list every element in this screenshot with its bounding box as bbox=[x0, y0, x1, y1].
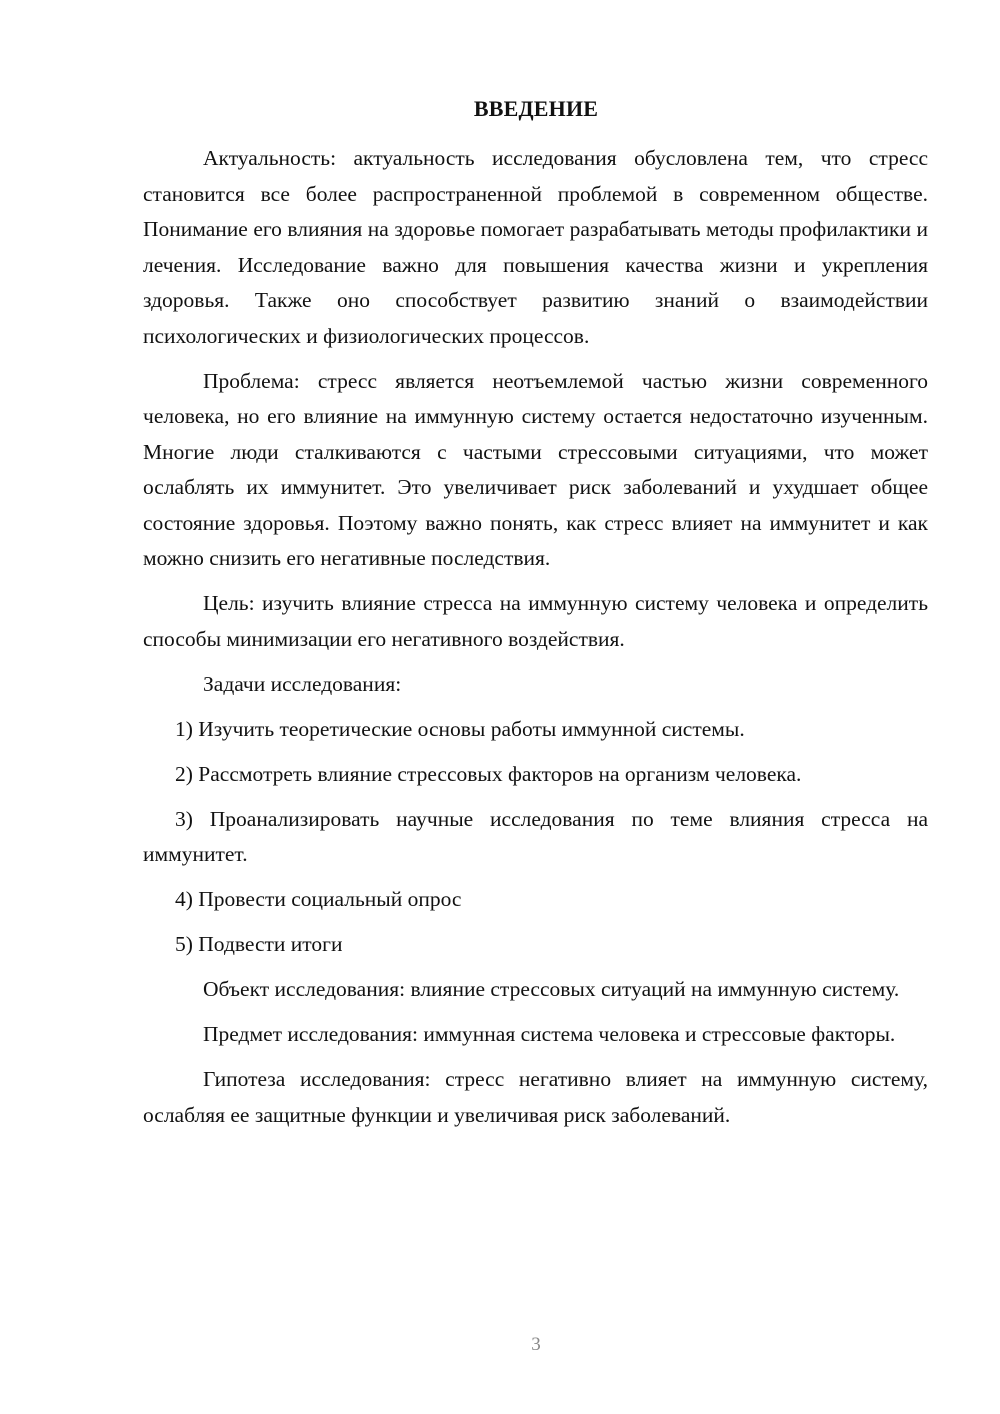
paragraph-relevance: Актуальность: актуальность исследования обусловлена тем, что стресс становится все более распространенной проблемой в современном обществе. Понимание его влияния на здоровье помогает разрабатывать методы профилактики и лечения. Исследование важно для повышения качества жизни и укрепления здоровья. Также оно способствует развитию знаний о взаимодействии психологических и физиологических процессов. bbox=[143, 146, 928, 348]
task-item-5: 5) Подвести итоги bbox=[175, 932, 343, 956]
paragraph-goal: Цель: изучить влияние стресса на иммунную систему человека и определить способы минимизации его негативного воздействия. bbox=[143, 591, 928, 651]
task-item-2: 2) Рассмотреть влияние стрессовых факторов на организм человека. bbox=[175, 761, 802, 786]
document-body bbox=[143, 141, 928, 1143]
task-item-3: 3) Проанализировать научные исследования по теме влияния стресса на иммунитет. bbox=[143, 806, 928, 866]
task-item-1: 1) Изучить теоретические основы работы иммунной системы. bbox=[175, 716, 745, 741]
page-title: ВВЕДЕНИЕ bbox=[473, 96, 599, 121]
paragraph-tasks-heading: Задачи исследования: bbox=[203, 671, 402, 696]
paragraph-problem: Проблема: стресс является неотъемлемой частью жизни современного человека, но его влияние на иммунную систему остается недостаточно изученным. Многие люди сталкиваются с частыми стрессовыми ситуациями, что может ослаблять их иммунитет. Это увеличивает риск заболеваний и ухудшает общее состояние здоровья. Поэтому важно понять, как стресс влияет на иммунитет и как можно снизить его негативные последствия. bbox=[143, 368, 928, 570]
task-item-4: 4) Провести социальный опрос bbox=[175, 887, 462, 911]
page-number: 3 bbox=[531, 1334, 541, 1355]
paragraph-object: Объект исследования: влияние стрессовых ситуаций на иммунную систему. bbox=[203, 977, 900, 1001]
paragraph-subject: Предмет исследования: иммунная система человека и стрессовые факторы. bbox=[203, 1022, 896, 1046]
paragraph-hypothesis: Гипотеза исследования: стресс негативно влияет на иммунную систему, ослабляя ее защитные функции и увеличивая риск заболеваний. bbox=[143, 1067, 928, 1127]
